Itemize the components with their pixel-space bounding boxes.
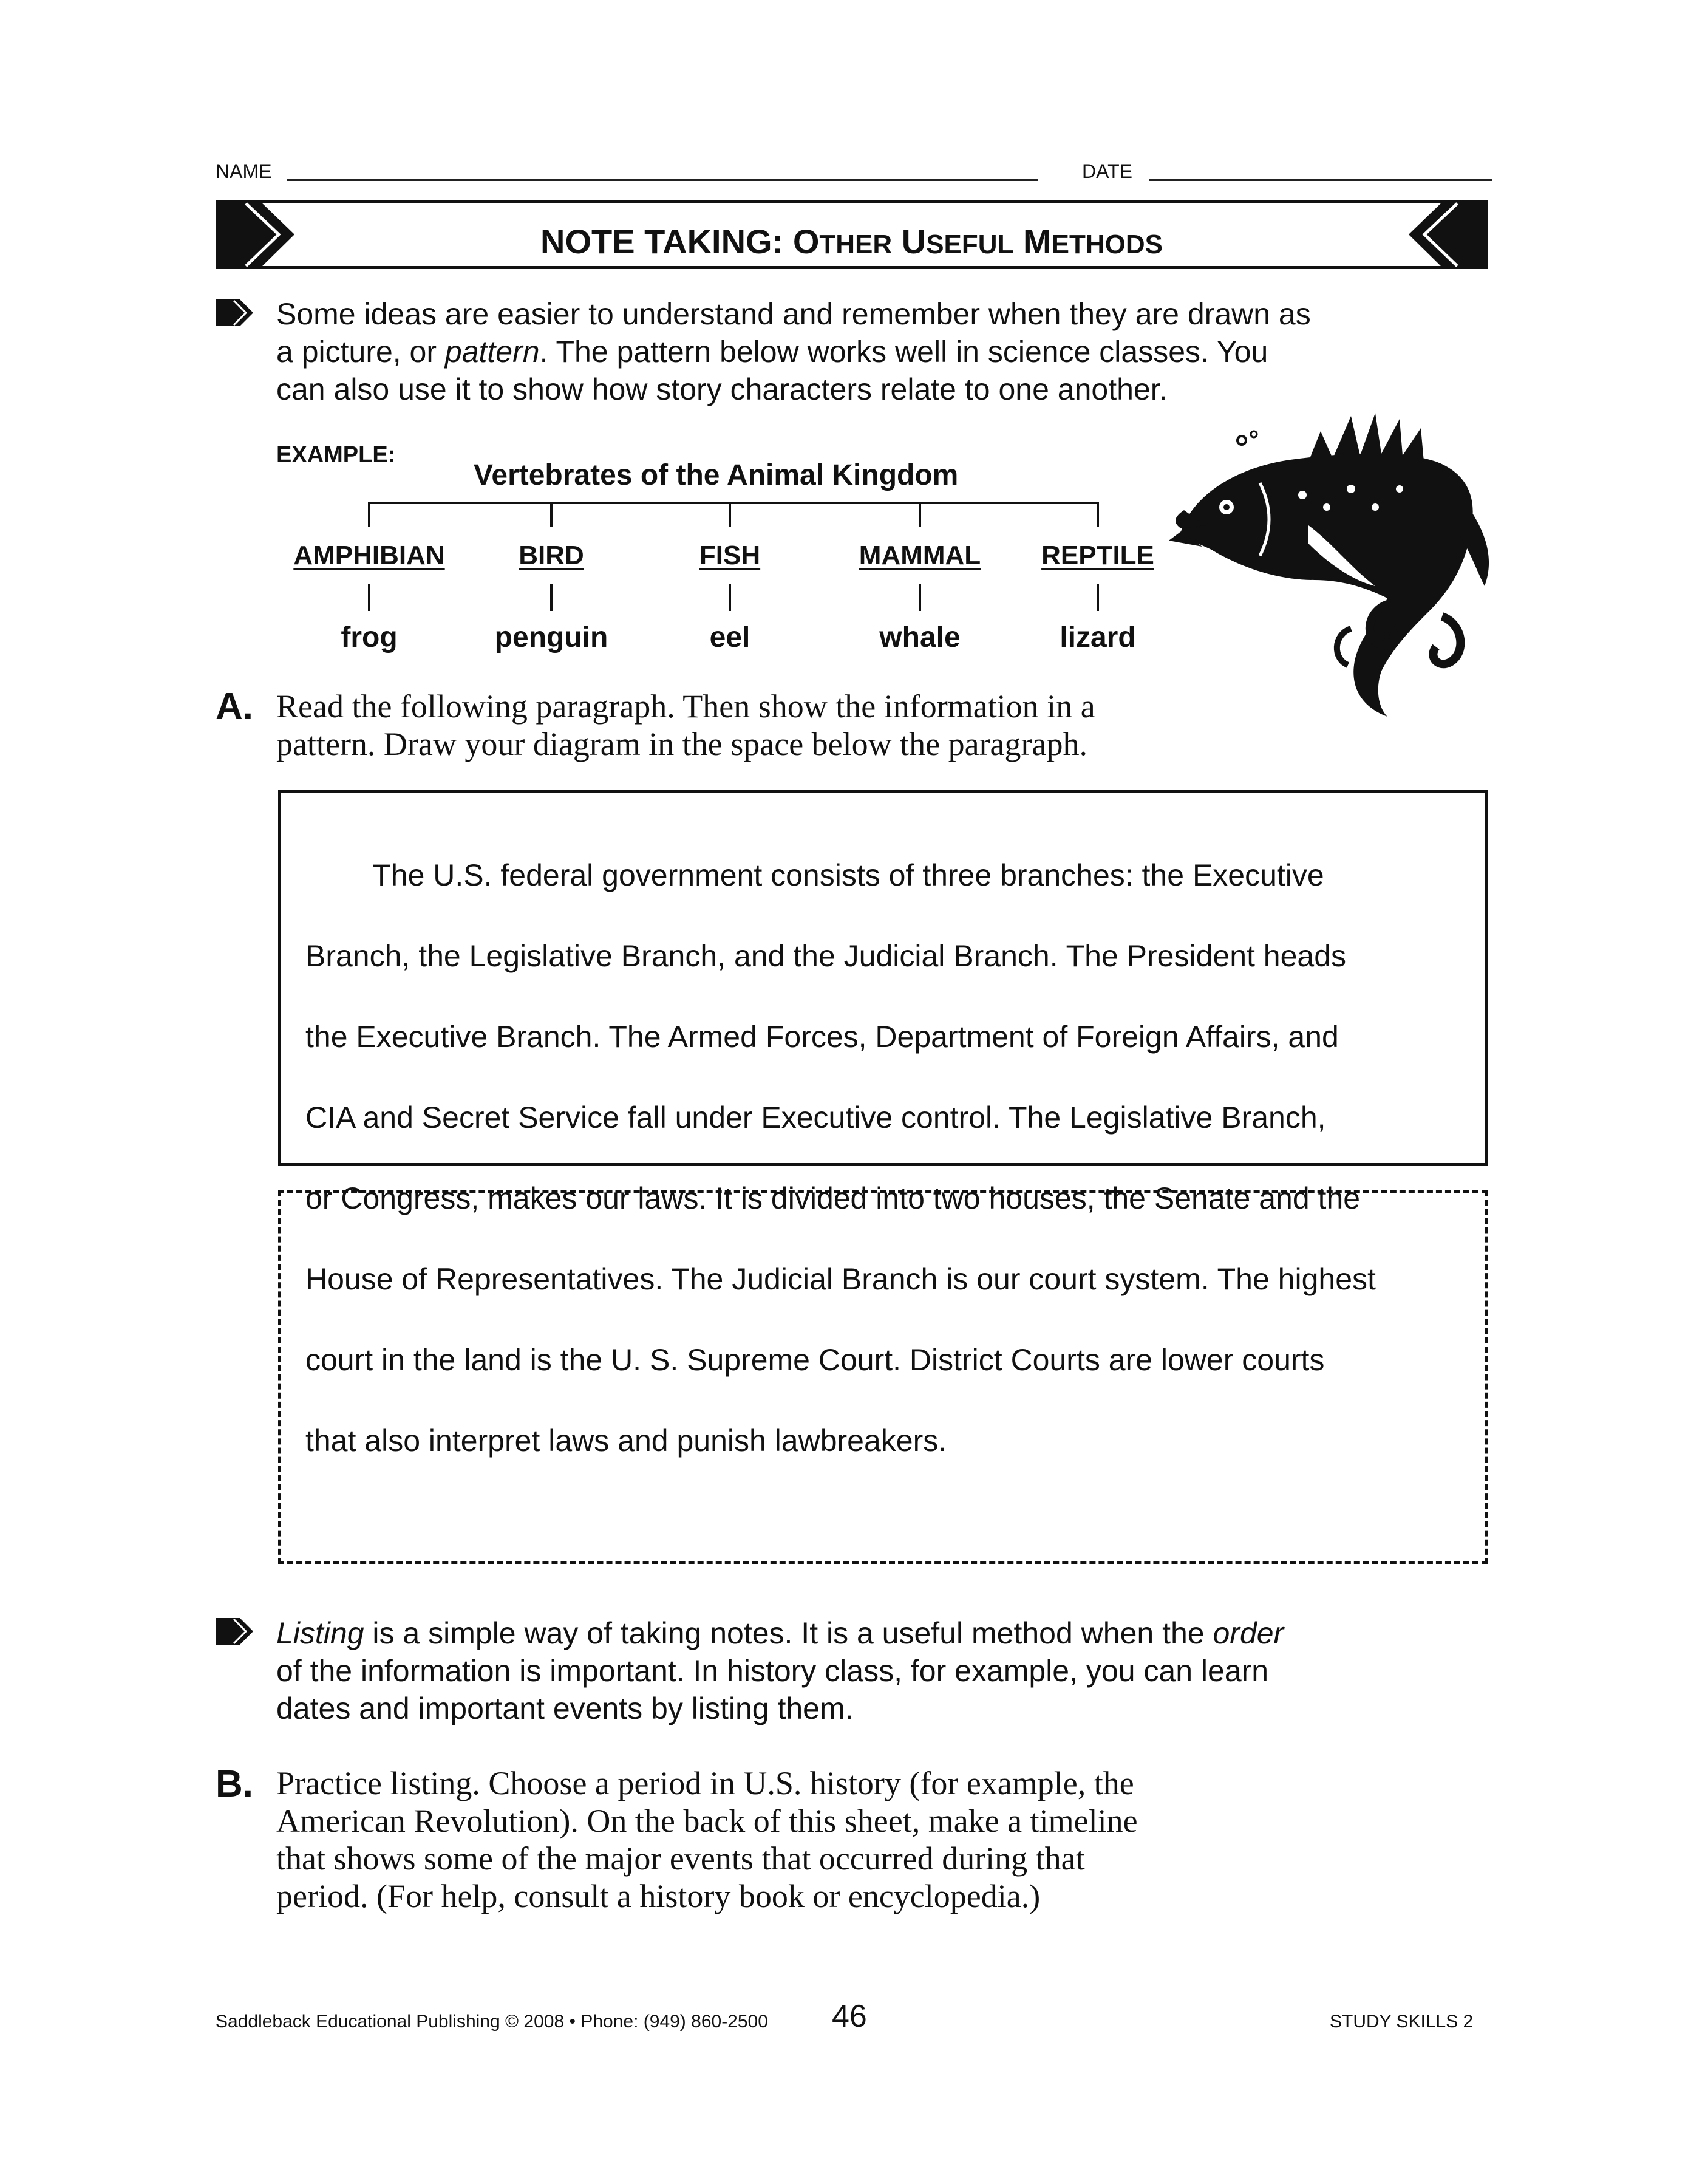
intro-text: Some ideas are easier to understand and remember when they are drawn as a picture, or pattern. The pattern below works well in science classes. You can also use it to show how story characters relate to one another.: [276, 297, 1311, 406]
diagram-connector: [550, 584, 553, 611]
example-item-lizard: lizard: [1060, 621, 1136, 654]
diagram-connector: [1097, 584, 1099, 611]
diagram-connector: [729, 584, 731, 611]
example-title: Vertebrates of the Animal Kingdom: [474, 459, 959, 491]
diagram-connector: [919, 502, 921, 527]
diagram-connector: [550, 502, 553, 527]
section-a-instructions: Read the following paragraph. Then show the information in a pattern. Draw your diagram in the space below the paragraph.: [276, 688, 1095, 762]
paragraph-box: [278, 790, 1488, 1458]
listing-text: Listing is a simple way of taking notes. It is a useful method when the order of the information is important. In history class, for example, you can learn dates and important events by listing them.: [276, 1616, 1284, 1725]
diagram-answer-area[interactable]: [278, 1190, 1488, 1564]
category-mammal: MAMMAL: [859, 541, 981, 570]
page-number: 46: [832, 1999, 867, 2034]
footer-publisher: Saddleback Educational Publishing © 2008 • Phone: (949) 860-2500: [216, 2012, 768, 2032]
diagram-connector: [368, 584, 370, 611]
section-b-letter: B.: [216, 1763, 253, 1805]
diagram-connector: [368, 502, 370, 527]
date-label: DATE: [1082, 160, 1132, 182]
diagram-connector: [919, 584, 921, 611]
page-title: NOTE TAKING: OTHER USEFUL METHODS: [540, 222, 1163, 261]
diagram-connector: [1097, 502, 1099, 527]
example-item-penguin: penguin: [494, 621, 608, 654]
diagram-connector: [729, 502, 731, 527]
bullet-arrow-icon: [216, 299, 253, 326]
paragraph-text: The U.S. federal government consists of three branches: the Executive Branch, the Legislative Branch, and the Judicial Branch. The President heads the Executive Branch. The Armed Forces, Department of Foreign Affairs, and CIA and Secret Service fall under Executive control. The Legislative Branch, or Congress, makes our laws. It is divided into two houses, the Senate and the House of Representatives. The Judicial Branch is our court system. The highest court in the land is the U. S. Supreme Court. District Courts are lower courts that also interpret laws and punish lawbreakers.: [305, 858, 1376, 1458]
footer-series: STUDY SKILLS 2: [1330, 2012, 1474, 2032]
example-item-frog: frog: [341, 621, 398, 654]
category-fish: FISH: [699, 541, 761, 570]
bullet-arrow-icon: [216, 1618, 253, 1645]
date-line[interactable]: [1149, 179, 1492, 181]
category-bird: BIRD: [519, 541, 584, 570]
example-label: EXAMPLE:: [276, 442, 396, 468]
title-banner: [216, 200, 1488, 269]
name-label: NAME: [216, 160, 272, 182]
category-amphibian: AMPHIBIAN: [293, 541, 445, 570]
category-reptile: REPTILE: [1041, 541, 1154, 570]
name-line[interactable]: [287, 179, 1038, 181]
example-item-eel: eel: [709, 621, 750, 654]
example-item-whale: whale: [879, 621, 961, 654]
diagram-bracket-line: [368, 502, 1098, 504]
section-b-instructions: Practice listing. Choose a period in U.S. history (for example, the American Revolution). On the back of this sheet, make a timeline that shows some of the major events that occurred during that period. (For help, consult a history book or encyclopedia.): [276, 1765, 1138, 1914]
section-a-letter: A.: [216, 686, 253, 728]
fish-illustration-icon: [1169, 404, 1497, 720]
